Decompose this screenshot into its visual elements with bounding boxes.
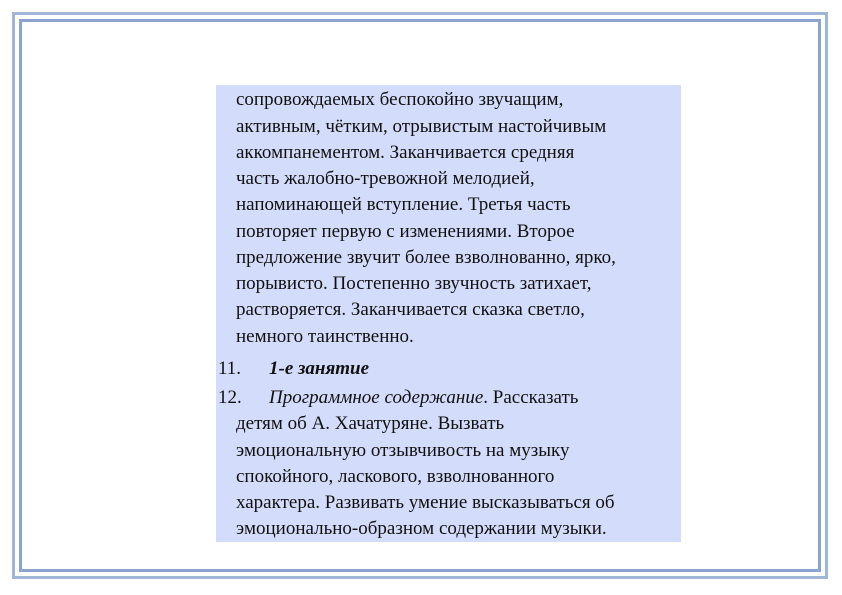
list-item-line: характера. Развивать умение высказываться об <box>236 492 615 513</box>
paragraph-line: повторяет первую с изменениями. Второе <box>236 221 575 242</box>
paragraph-line: предложение звучит более взволнованно, ярко, <box>236 247 616 268</box>
paragraph-line: часть жалобно-тревожной мелодией, <box>236 168 535 189</box>
paragraph-line: порывисто. Постепенно звучность затихает, <box>236 273 592 294</box>
list-item-line: детям об А. Хачатуряне. Вызвать <box>236 413 505 434</box>
list-number: 12. <box>218 387 242 408</box>
paragraph-line: растворяется. Заканчивается сказка светло, <box>236 299 585 320</box>
list-item-11 <box>216 356 681 382</box>
paragraph-line: аккомпанементом. Заканчивается средняя <box>236 142 575 163</box>
paragraph-line: немного таинственно. <box>236 326 414 347</box>
paragraph-line: сопровождаемых беспокойно звучащим, <box>236 89 564 110</box>
list-item-text: . Рассказать <box>483 387 579 408</box>
lesson-title: 1-е занятие <box>269 358 370 379</box>
list-item-first-line <box>269 385 578 411</box>
paragraph-line: активным, чётким, отрывистым настойчивым <box>236 116 607 137</box>
list-item-line: эмоциональную отзывчивость на музыку <box>236 440 570 461</box>
list-number: 11. <box>218 358 242 379</box>
list-item-line: спокойного, ласкового, взволнованного <box>236 466 555 487</box>
program-content-label: Программное содержание <box>269 387 484 408</box>
text-box <box>216 85 681 542</box>
paragraph-line: напоминающей вступление. Третья часть <box>236 194 571 215</box>
list-item-12 <box>216 385 681 411</box>
list-item-line: эмоционально-образном содержании музыки. <box>236 518 607 539</box>
